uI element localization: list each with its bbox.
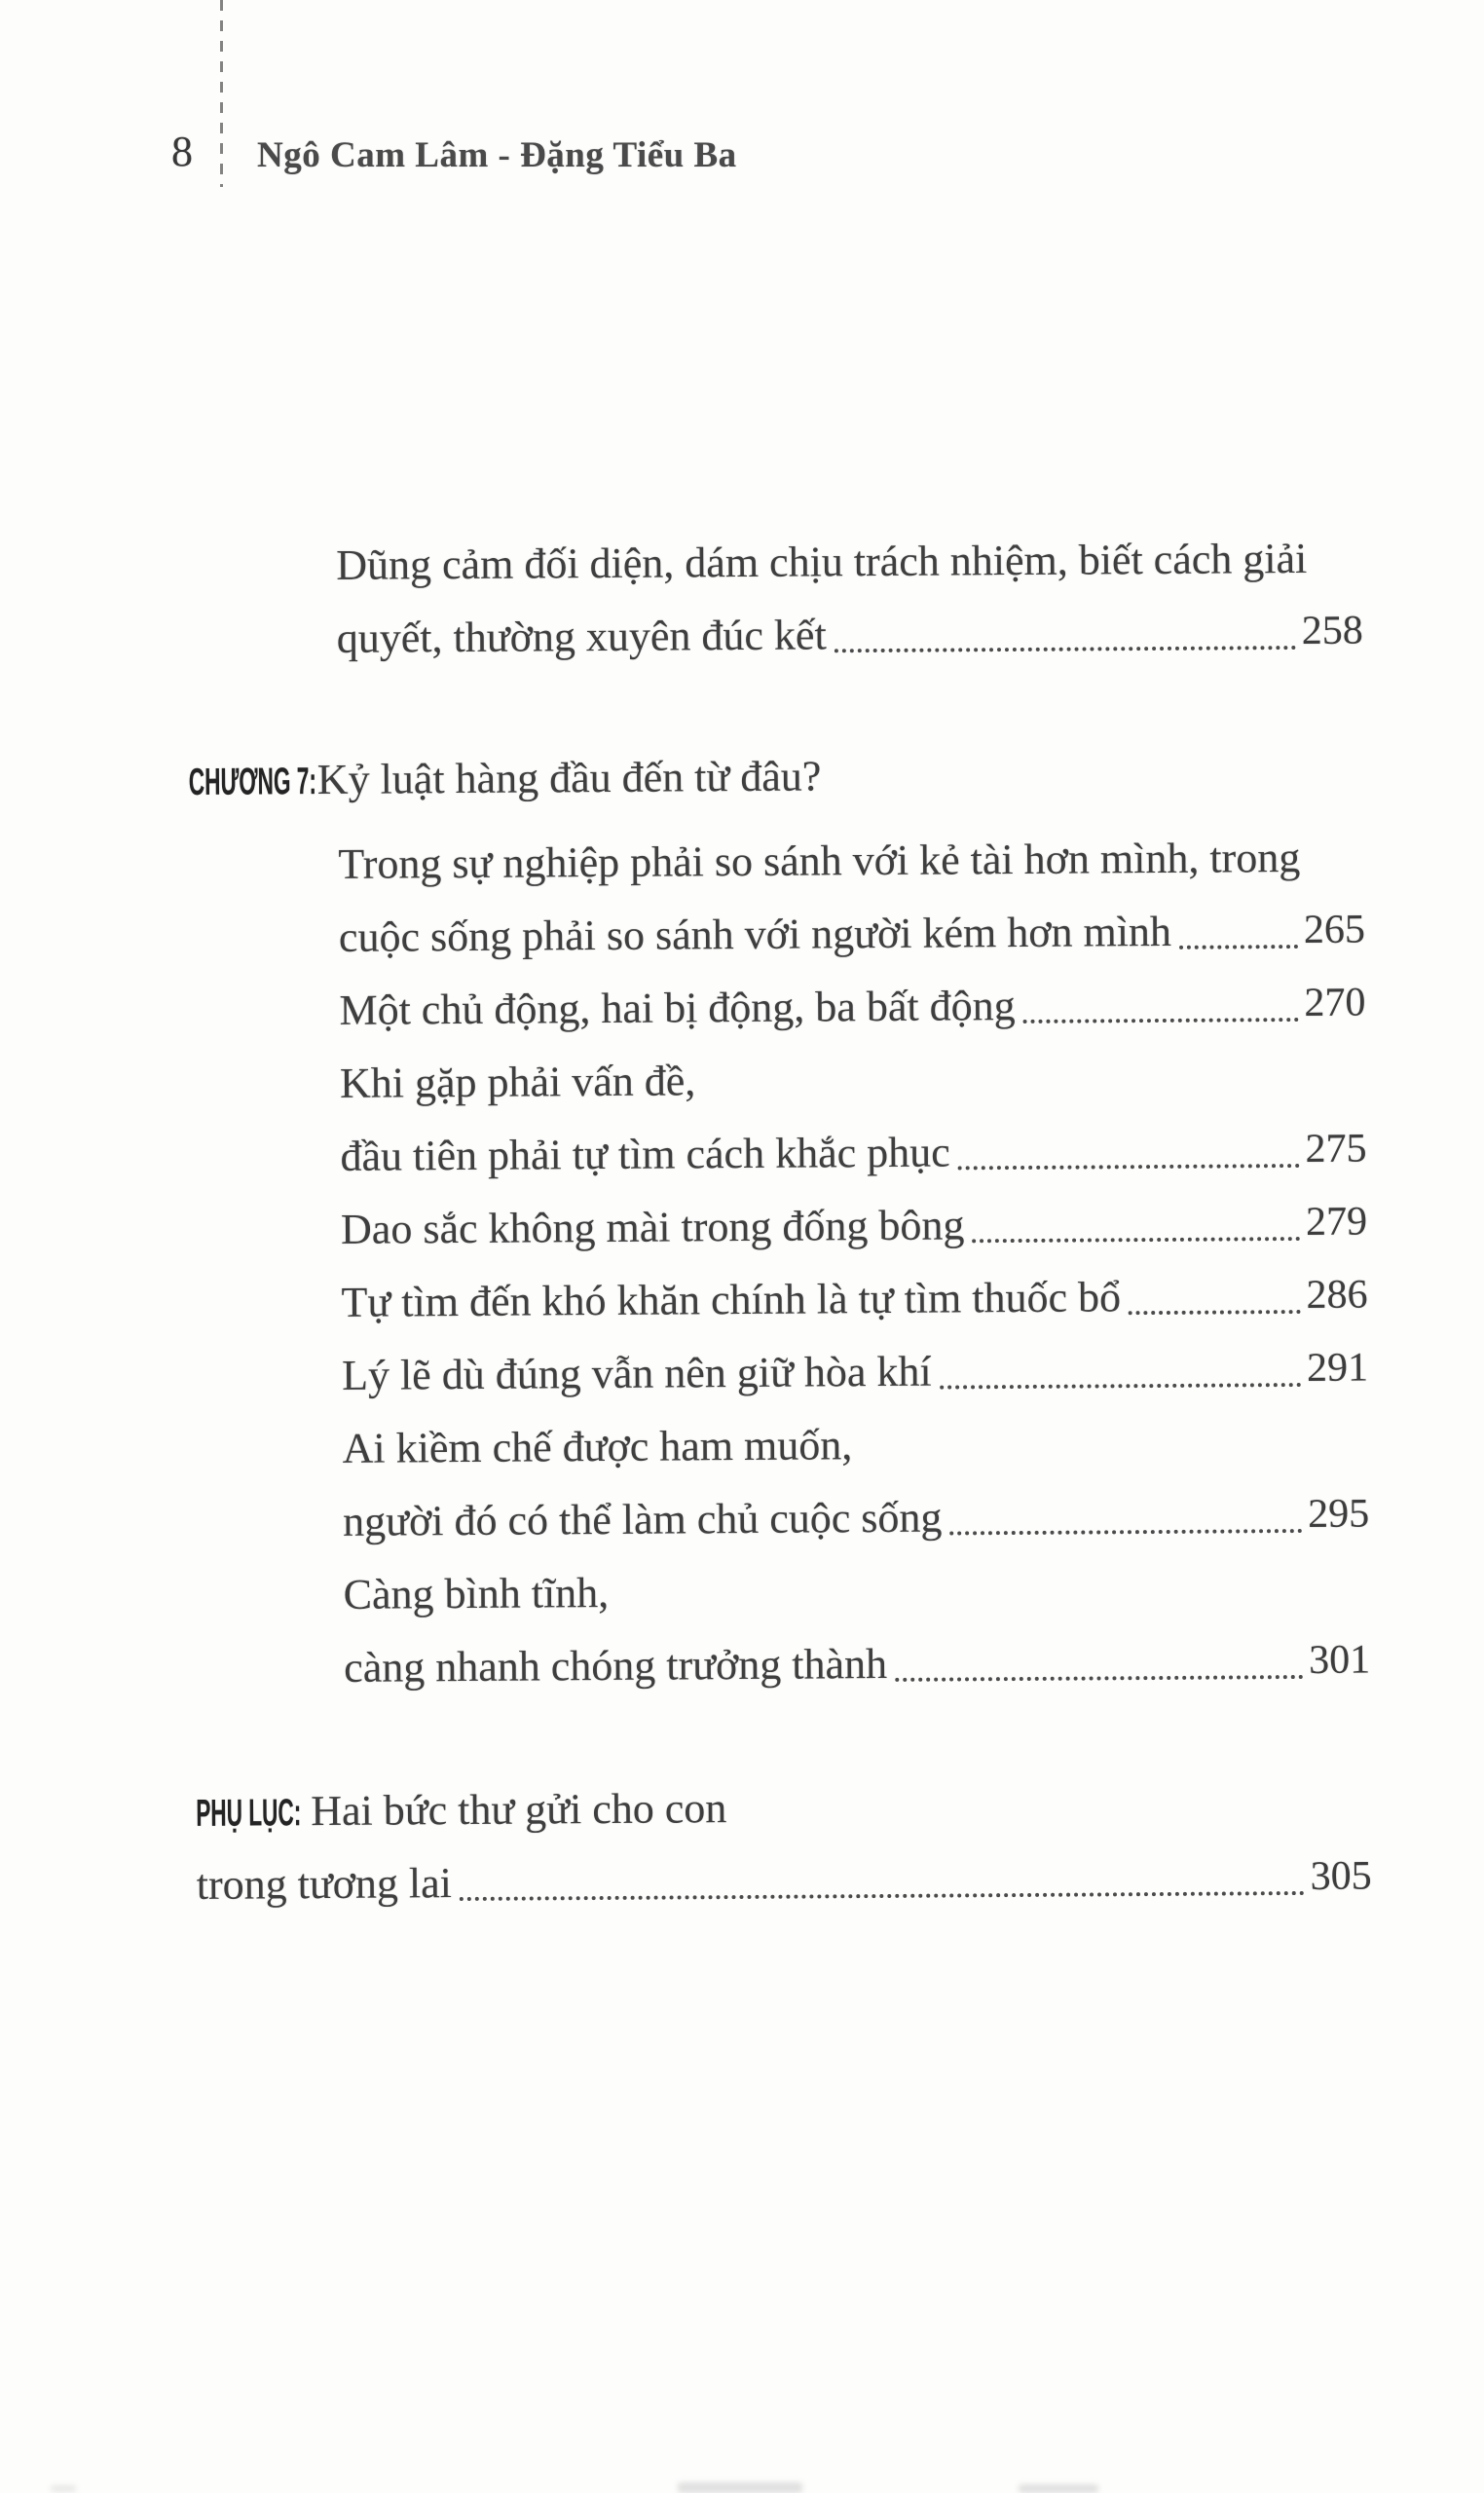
scan-smudge bbox=[678, 2482, 802, 2493]
toc-line bbox=[0, 1258, 1484, 1342]
scan-smudge bbox=[1019, 2484, 1098, 2493]
dot-leader bbox=[972, 1237, 1300, 1243]
scan-smudge bbox=[51, 2485, 76, 2492]
toc-line bbox=[0, 1185, 1484, 1269]
dot-leader bbox=[958, 1164, 1300, 1170]
appendix-title: Hai bức thư gửi cho con bbox=[311, 1784, 727, 1836]
toc-text: Lý lẽ dù đúng vẫn nên giữ hòa khí bbox=[341, 1347, 932, 1399]
toc-line bbox=[3, 1623, 1484, 1707]
toc-text: Càng bình tĩnh, bbox=[343, 1568, 610, 1619]
chapter-label-box bbox=[188, 743, 317, 817]
toc-text: cuộc sống phải so sánh với người kém hơn mình bbox=[338, 907, 1172, 961]
toc-page-ref: 301 bbox=[1308, 1637, 1371, 1683]
toc-page-ref: 291 bbox=[1306, 1345, 1369, 1391]
toc-page-ref: 286 bbox=[1306, 1272, 1368, 1318]
toc-line bbox=[0, 820, 1482, 904]
dot-leader bbox=[1023, 1018, 1299, 1023]
toc-line bbox=[0, 594, 1480, 678]
page-number: 8 bbox=[171, 128, 193, 175]
toc-text: Ai kiềm chế được ham muốn, bbox=[342, 1421, 853, 1472]
toc-entry bbox=[1, 1331, 1484, 1415]
chapter-heading bbox=[0, 735, 1481, 819]
dot-leader bbox=[835, 646, 1296, 652]
toc-text: trong tương lai bbox=[196, 1859, 453, 1909]
toc-line bbox=[0, 521, 1480, 605]
toc-line bbox=[2, 1550, 1484, 1634]
dot-leader bbox=[895, 1675, 1303, 1682]
dot-leader bbox=[1179, 945, 1298, 949]
toc-text: càng nhanh chóng trưởng thành bbox=[344, 1639, 888, 1692]
toc-line bbox=[0, 1039, 1483, 1123]
dot-leader bbox=[940, 1383, 1302, 1390]
toc-text: Một chủ động, hai bị động, ba bất động bbox=[339, 982, 1016, 1034]
header-title: Ngô Cam Lâm - Đặng Tiểu Ba bbox=[257, 135, 737, 175]
toc-text: Khi gặp phải vấn đề, bbox=[339, 1057, 696, 1107]
toc-text: người đó có thể làm chủ cuộc sống bbox=[342, 1493, 943, 1545]
header-dashed-divider bbox=[220, 0, 223, 187]
toc-line bbox=[2, 1477, 1484, 1561]
toc-line bbox=[0, 893, 1482, 977]
toc-entry bbox=[0, 1039, 1484, 1196]
toc-line bbox=[1, 1404, 1484, 1488]
toc-page-ref: 295 bbox=[1307, 1491, 1370, 1537]
chapter-label: CHƯƠNG 7: bbox=[188, 761, 317, 803]
toc-page-ref: 279 bbox=[1305, 1199, 1368, 1245]
toc-text: Dao sắc không mài trong đống bông bbox=[340, 1201, 965, 1253]
toc-page-ref: 275 bbox=[1305, 1126, 1367, 1172]
toc-line bbox=[0, 1112, 1484, 1196]
dot-leader bbox=[1129, 1310, 1301, 1315]
dot-leader bbox=[460, 1891, 1305, 1901]
toc-line bbox=[1, 1331, 1484, 1415]
toc-entry bbox=[0, 966, 1483, 1050]
toc-entry bbox=[0, 1185, 1484, 1269]
toc-text: Dũng cảm đối diện, dám chịu trách nhiệm, biết cách giải bbox=[336, 534, 1308, 589]
toc-page-ref: 258 bbox=[1301, 608, 1363, 653]
appendix-label: PHỤ LỤC: bbox=[196, 1792, 302, 1835]
toc-page-ref: 270 bbox=[1304, 980, 1366, 1025]
toc-entry bbox=[0, 1258, 1484, 1342]
toc-line bbox=[4, 1840, 1484, 1923]
toc-text: Tự tìm đến khó khăn chính là tự tìm thuốc bổ bbox=[341, 1273, 1122, 1326]
toc-text: Trong sự nghiệp phải so sánh với kẻ tài hơn mình, trong bbox=[338, 833, 1301, 888]
table-of-contents bbox=[0, 521, 1484, 1923]
appendix-label-box bbox=[196, 1774, 306, 1848]
chapter-title: Kỷ luật hàng đầu đến từ đâu? bbox=[316, 752, 822, 804]
toc-page-ref: 265 bbox=[1303, 907, 1366, 952]
toc-text: đầu tiên phải tự tìm cách khắc phục bbox=[340, 1128, 950, 1180]
toc-line bbox=[4, 1767, 1484, 1850]
dot-leader bbox=[950, 1529, 1303, 1536]
toc-entry bbox=[0, 820, 1482, 977]
toc-text: quyết, thường xuyên đúc kết bbox=[336, 611, 827, 662]
toc-entry bbox=[1, 1404, 1484, 1561]
toc-line bbox=[0, 735, 1481, 819]
toc-entry bbox=[0, 521, 1480, 678]
toc-entry bbox=[2, 1550, 1484, 1707]
toc-page-ref: 305 bbox=[1310, 1853, 1372, 1899]
toc-line bbox=[0, 966, 1483, 1050]
appendix-entry bbox=[4, 1767, 1484, 1923]
